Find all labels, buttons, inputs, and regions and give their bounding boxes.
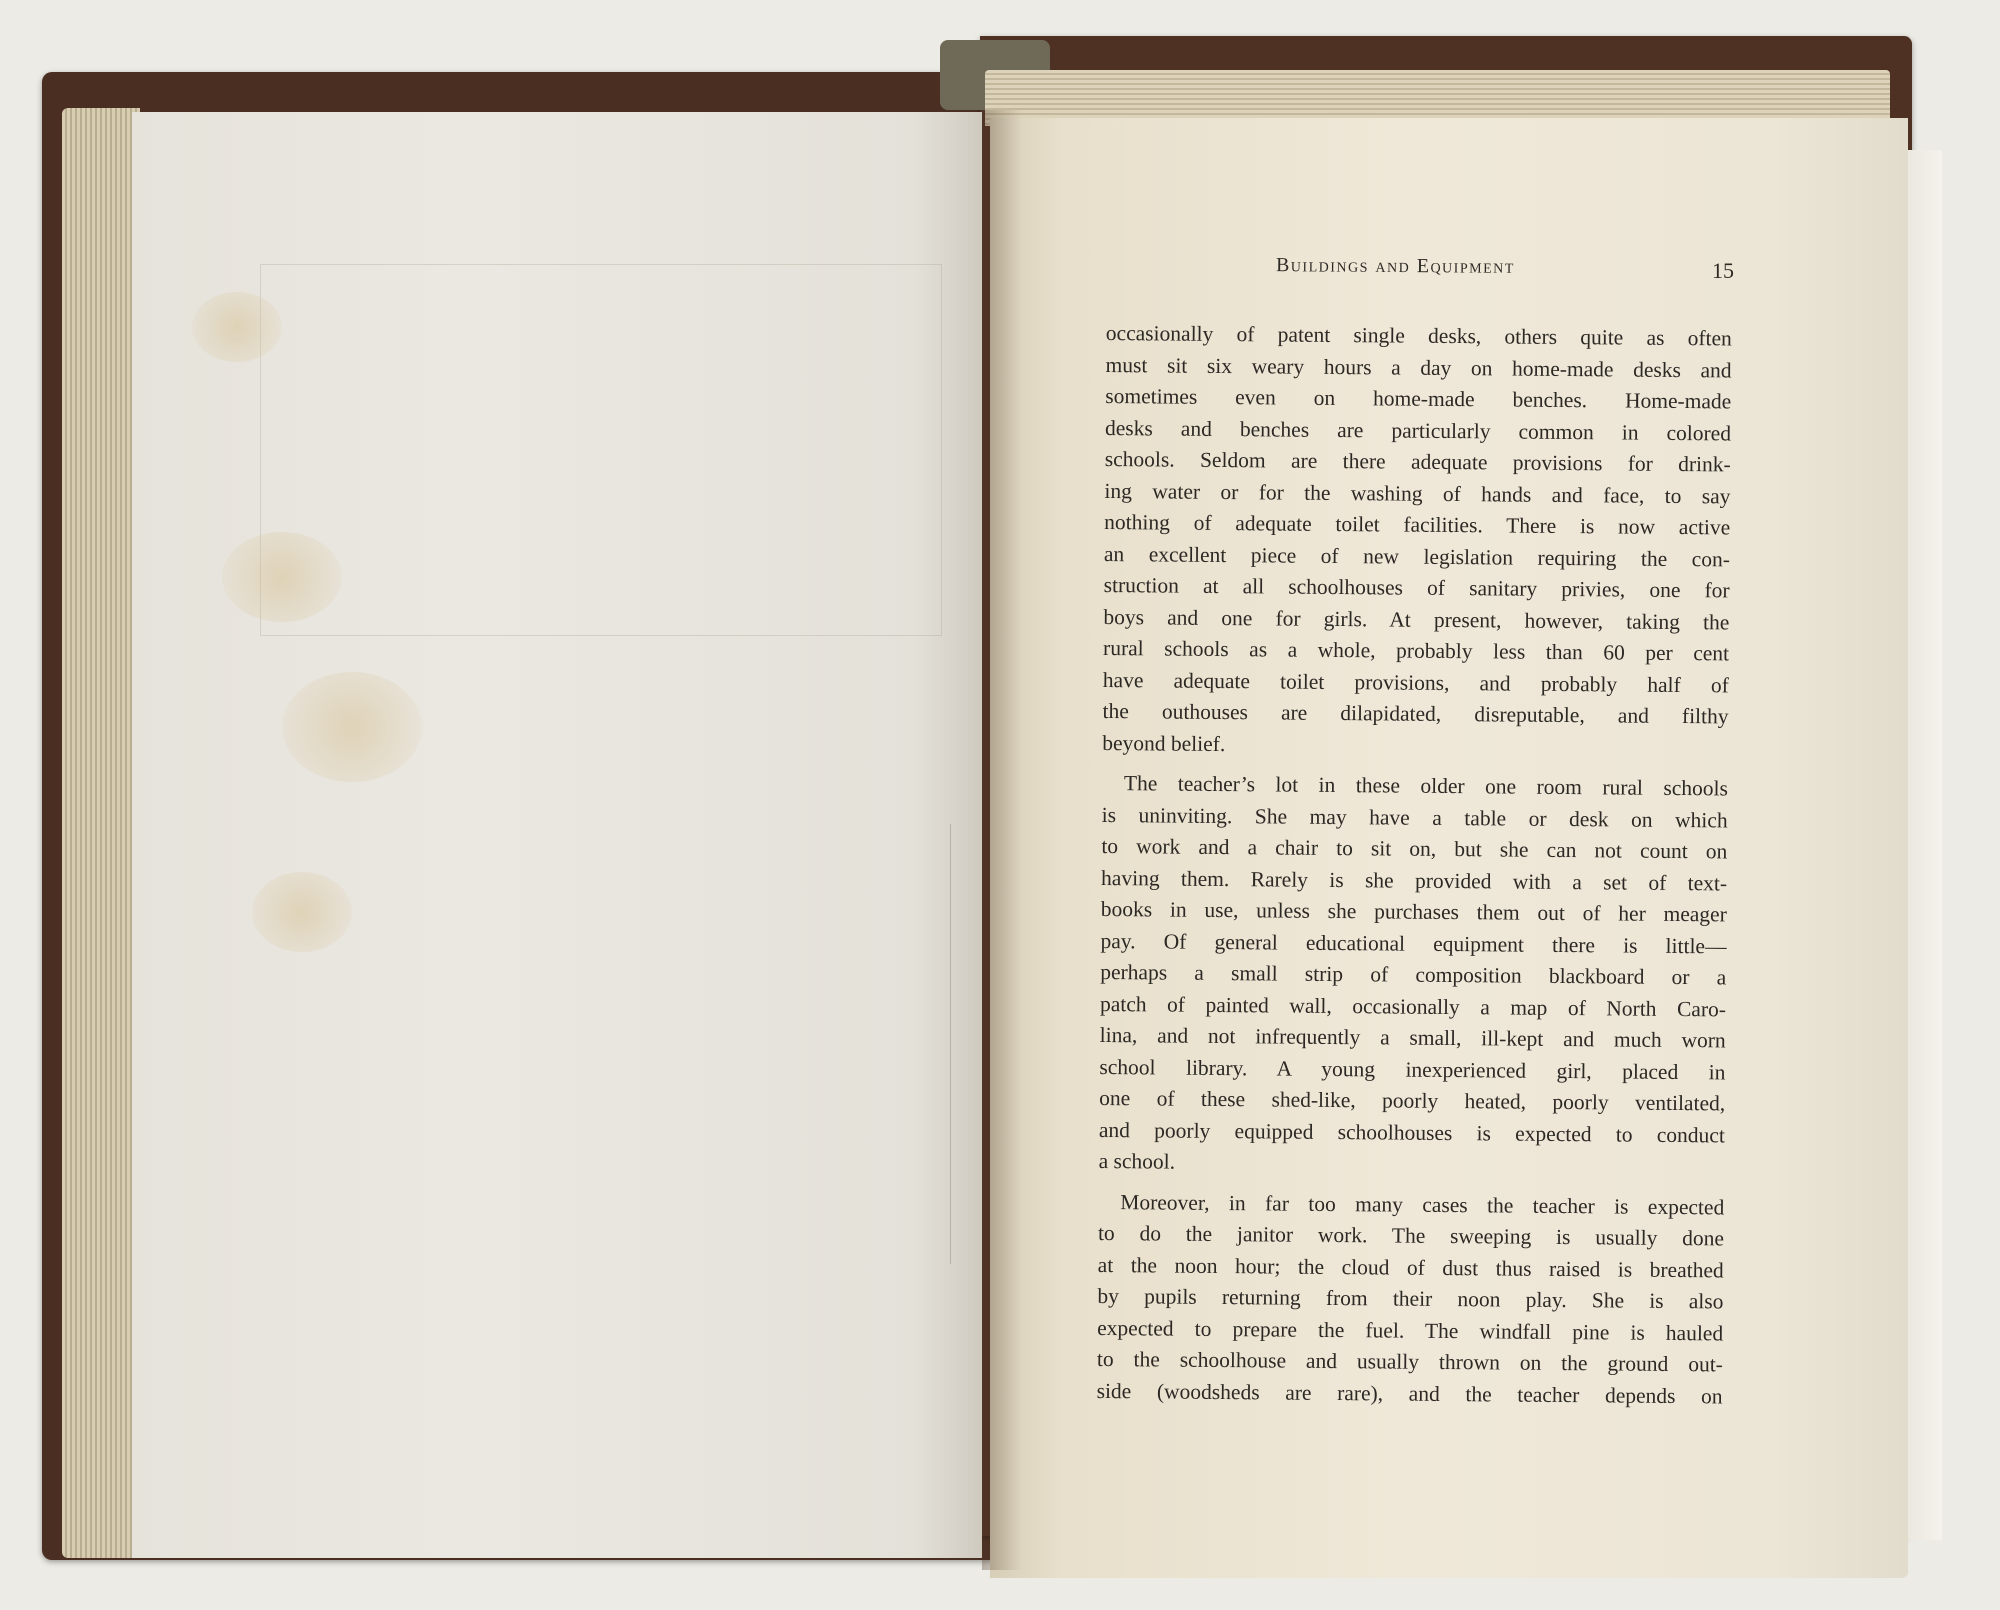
text-line: by pupils returning from their noon play. She is also — [1097, 1283, 1724, 1314]
text-line: and poorly equipped schoolhouses is expected to conduct — [1098, 1117, 1725, 1147]
text-line: expected to prepare the fuel. The windfall pine is hauled — [1097, 1315, 1724, 1345]
text-line: schools. Seldom are there adequate provisions for drink- — [1104, 446, 1731, 477]
show-through-rect — [260, 264, 942, 636]
paragraph — [1098, 768, 1728, 1183]
running-head: Buildings and Equipment — [1275, 254, 1515, 278]
text-line: at the noon hour; the cloud of dust thus raised is breathed — [1097, 1252, 1724, 1282]
text-line: a school. — [1098, 1148, 1176, 1174]
show-through-rect — [260, 824, 951, 1264]
text-line: an excellent piece of new legislation requiring the con- — [1103, 541, 1731, 571]
text-line: side (woodsheds are rare), and the teacher depends on — [1096, 1378, 1723, 1408]
text-line: ing water or for the washing of hands and face, to say — [1104, 478, 1731, 508]
paragraph — [1096, 1186, 1724, 1412]
text-line: must sit six weary hours a day on home-made desks and — [1105, 352, 1732, 382]
text-line: to the schoolhouse and usually thrown on the ground out- — [1096, 1346, 1723, 1377]
text-line: rural schools as a whole, probably less than 60 per cent — [1103, 635, 1730, 666]
text-line: sometimes even on home-made benches. Home-made — [1105, 383, 1732, 414]
left-blank-page — [132, 112, 982, 1558]
text-line: struction at all schoolhouses of sanitary privies, one for — [1103, 572, 1730, 603]
text-line: having them. Rarely is she provided with a set of text- — [1101, 865, 1728, 895]
foxing-stain — [282, 672, 422, 782]
gutter-shadow — [982, 110, 1022, 1570]
text-line: Moreover, in far too many cases the teacher is expected — [1120, 1189, 1725, 1219]
page-number: 15 — [1712, 258, 1734, 283]
text-line: perhaps a small strip of composition blackboard or a — [1100, 959, 1727, 990]
text-line: lina, and not infrequently a small, ill-kept and much worn — [1099, 1022, 1726, 1053]
text-line: is uninviting. She may have a table or desk on which — [1101, 802, 1728, 832]
text-line: to do the janitor work. The sweeping is usually done — [1097, 1220, 1725, 1251]
foxing-stain — [222, 532, 342, 622]
text-line: school library. A young inexperienced girl, placed in — [1099, 1054, 1726, 1084]
paragraph — [1102, 318, 1732, 764]
body-text — [1096, 318, 1732, 1421]
text-line: nothing of adequate toilet facilities. There is now active — [1104, 509, 1731, 540]
foxing-stain — [192, 292, 282, 362]
text-line: boys and one for girls. At present, however, taking the — [1103, 604, 1730, 634]
text-line: desks and benches are particularly common in colored — [1104, 415, 1732, 445]
text-line: the outhouses are dilapidated, disreputable, and filthy — [1102, 698, 1729, 729]
foxing-stain — [252, 872, 352, 952]
text-line: occasionally of patent single desks, others quite as often — [1105, 320, 1732, 351]
text-line: The teacher’s lot in these older one room rural schools — [1123, 771, 1729, 801]
left-page-edges — [62, 108, 140, 1558]
text-line: beyond belief. — [1102, 730, 1226, 756]
text-line: have adequate toilet provisions, and probably half of — [1102, 667, 1729, 697]
text-line: one of these shed-like, poorly heated, poorly ventilated, — [1099, 1085, 1726, 1116]
text-line: books in use, unless she purchases them out of her meager — [1100, 896, 1727, 927]
text-line: pay. Of general educational equipment there is little— — [1100, 928, 1727, 958]
text-line: patch of painted wall, occasionally a map of North Caro- — [1099, 991, 1727, 1021]
text-line: to work and a chair to sit on, but she can not count on — [1101, 833, 1728, 864]
